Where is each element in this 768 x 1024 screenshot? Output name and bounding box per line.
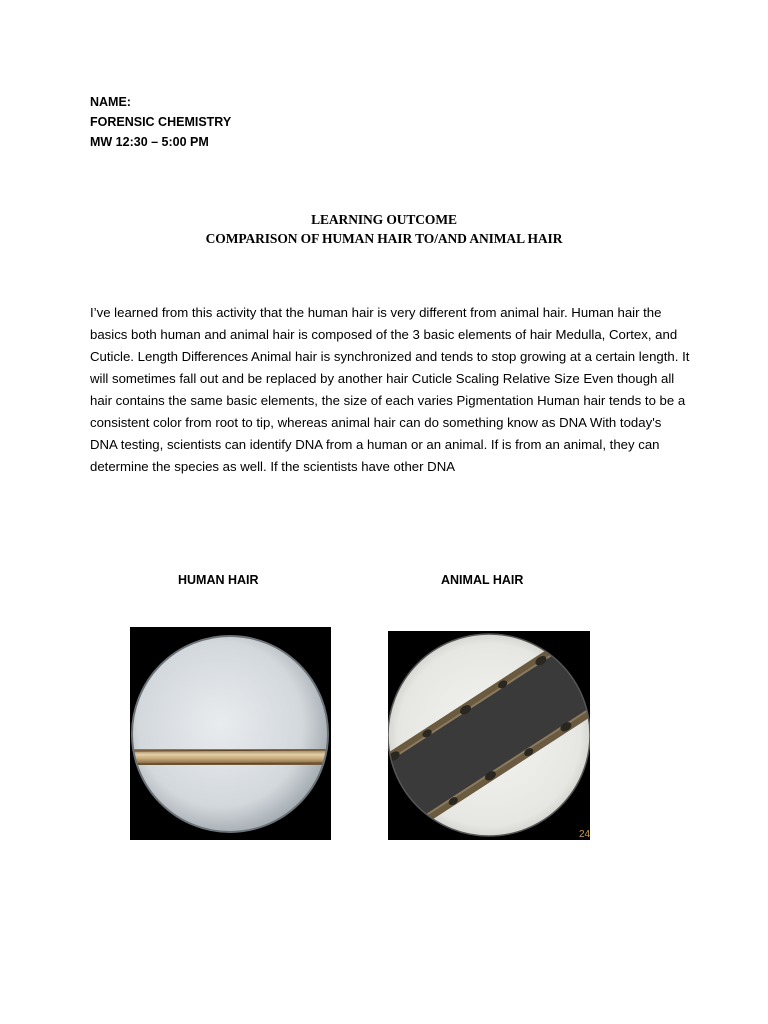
name-label: NAME: — [90, 95, 131, 109]
animal-hair-micrograph — [388, 631, 590, 840]
title-line-1: LEARNING OUTCOME — [311, 212, 457, 227]
human-hair-caption: HUMAN HAIR — [178, 573, 259, 587]
student-header — [90, 92, 231, 152]
micrograph-number-label: 24 — [579, 829, 590, 840]
document-title — [0, 210, 768, 248]
class-schedule: MW 12:30 – 5:00 PM — [90, 135, 209, 149]
learning-outcome-paragraph: I’ve learned from this activity that the human hair is very different from animal hair. Human hair the basics both human and animal hair is composed of the 3 basic elements of hair Medulla, Cortex, and Cuticle. Length Differences Animal hair is synchronized and tends to stop growing at a certain length. It will sometimes fall out and be replaced by another hair Cuticle Scaling Relative Size Even though all hair contains the same basic elements, the size of each varies Pigmentation Human hair tends to be a consistent color from root to tip, whereas animal hair can do something know as DNA With today's DNA testing, scientists can identify DNA from a human or an animal. If is from an animal, they can determine the species as well. If the scientists have other DNA — [90, 305, 690, 474]
title-line-2: COMPARISON OF HUMAN HAIR TO/AND ANIMAL HAIR — [205, 231, 563, 246]
animal-hair-caption: ANIMAL HAIR — [441, 573, 524, 587]
course-name: FORENSIC CHEMISTRY — [90, 115, 232, 129]
human-hair-micrograph — [130, 627, 331, 840]
